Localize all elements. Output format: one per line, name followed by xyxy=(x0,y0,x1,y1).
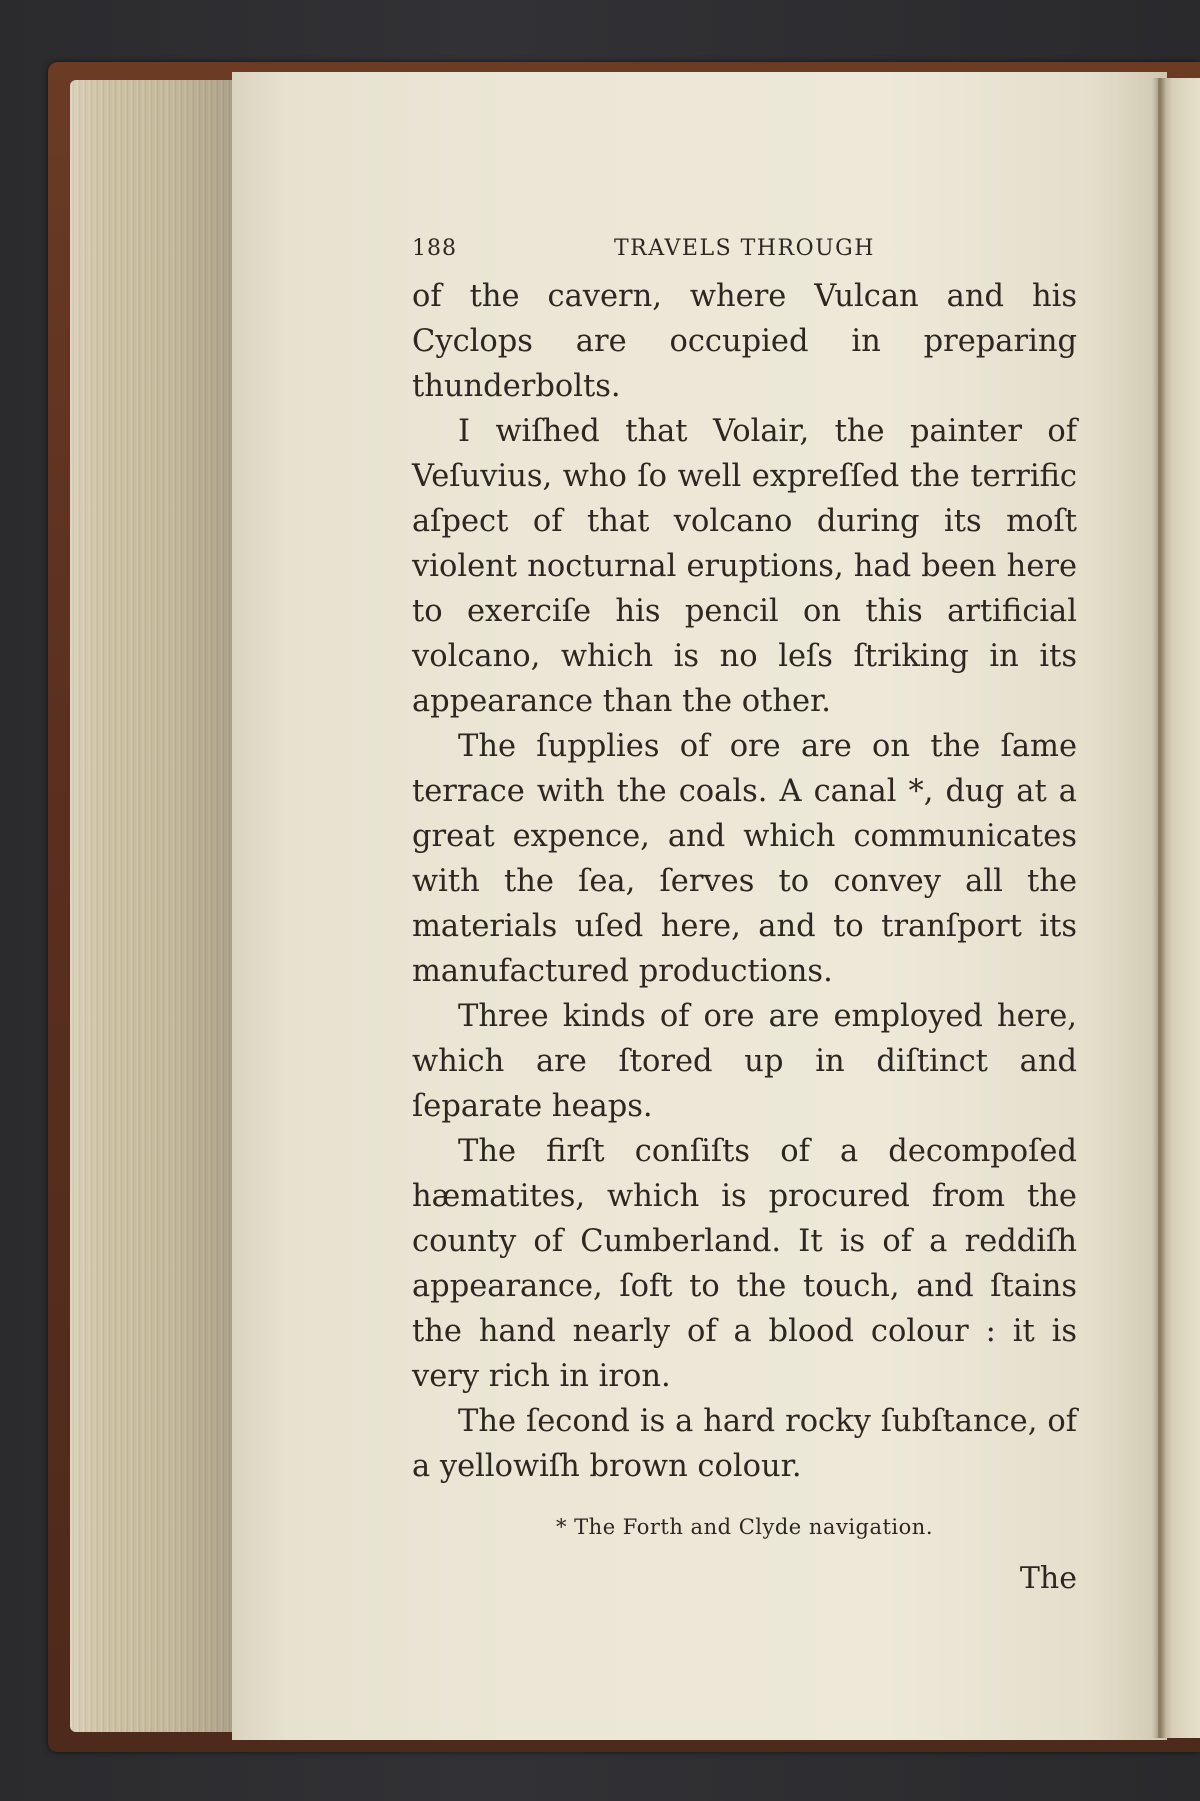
paragraph: I wiſhed that Volair, the painter of Veſuvius, who ſo well expreſſed the terrific aſpect of that volcano during its moſt violent nocturnal eruptions, had been here to exerciſe his pencil on this artificial volcano, which is no leſs ſtriking in its appearance than the other. xyxy=(412,414,1077,719)
paragraph: The firſt conſiſts of a decompoſed hæmatites, which is procured from the county of Cumberland. It is of a reddiſh appearance, ſoft to the touch, and ſtains the hand nearly of a blood colour : it is very rich in iron. xyxy=(412,1134,1077,1394)
paragraph: of the cavern, where Vulcan and his Cyclops are occupied in preparing thunderbolts. xyxy=(412,279,1077,404)
catchword: The xyxy=(1019,1561,1077,1596)
running-head: TRAVELS THROUGH xyxy=(614,236,875,261)
body-text xyxy=(412,274,1077,1489)
paragraph: The ſecond is a hard rocky ſubſtance, of a yellowiſh brown colour. xyxy=(412,1404,1077,1484)
page-fore-edge-shade xyxy=(70,80,240,1732)
footnote: * The Forth and Clyde navigation. xyxy=(556,1515,933,1539)
paragraph: Three kinds of ore are employed here, which are ſtored up in diſtinct and ſeparate heaps. xyxy=(412,999,1077,1124)
paragraph: The ſupplies of ore are on the ſame terrace with the coals. A canal *, dug at a great expence, and which communicates with the ſea, ſerves to convey all the materials uſed here, and to tranſport its manufactured productions. xyxy=(412,729,1077,989)
page-text-block xyxy=(412,228,1077,1596)
page-number: 188 xyxy=(412,236,457,261)
page-header xyxy=(412,228,1077,268)
gutter-shadow xyxy=(1152,78,1166,1738)
